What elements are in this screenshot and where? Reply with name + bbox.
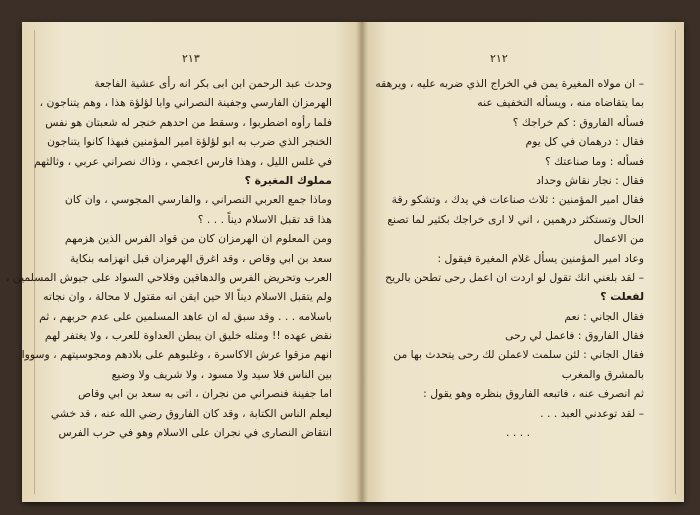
left-page xyxy=(5,22,362,502)
text-line: الحال وتستكثر درهمين ، اني لا ارى خراجك بكثير لما تصنع xyxy=(387,212,644,226)
text-line: بما يتقاضاه منه ، ويسأله التخفيف عنه xyxy=(477,96,644,110)
text-line: الخنجر الذي ضرب به ابو لؤلؤة امير المؤمنين فبهذا كانوا يتناجون xyxy=(47,135,332,149)
open-book xyxy=(5,22,684,502)
text-line: – لقد بلغني انك تقول لو اردت ان اعمل رحى تطحن بالريح xyxy=(385,270,644,284)
text-line: سعد بن ابي وقاص ، وقد اغرق الهرمزان قبل انهزامه بنكاية xyxy=(69,251,332,265)
right-page xyxy=(362,22,684,502)
text-line: بين الناس فلا سيد ولا مسود ، ولا شريف ولا وضيع xyxy=(111,367,332,381)
right-page-number: ٢١٢ xyxy=(490,52,508,65)
text-line: وحدث عبد الرحمن ابن ابى بكر انه رأى عشية الفاجعة xyxy=(94,77,332,90)
page-edge-line xyxy=(675,30,676,494)
text-line: انهم مزقوا عرش الاكاسرة ، وغلبوهم على بلادهم ومجوسيتهم ، وسووا xyxy=(21,348,332,362)
text-line: – ان مولاه المغيرة يمن في الخراج الذي ضربه عليه ، ويرهقه xyxy=(375,77,644,90)
text-line: لفعلت ؟ xyxy=(600,290,644,304)
text-line: ليعلم الناس الكتابة ، وقد كان الفاروق رضي الله عنه ، قد خشي xyxy=(50,406,332,420)
text-line: الهرمزان الفارسي وجفينة النصراني وابا لؤلؤة هذا ، وهم يتناجون ، xyxy=(39,96,332,110)
text-line: فسأله الفاروق : كم خراجك ؟ xyxy=(512,115,644,129)
text-line: من الاعمال xyxy=(593,232,644,246)
left-page-text xyxy=(5,74,332,442)
text-line: فقال الجاني : نعم xyxy=(564,309,644,323)
page-edge-line xyxy=(34,30,35,494)
text-line: هذا قد تقبل الاسلام ديناً . . . ؟ xyxy=(197,212,332,226)
text-line: ولم يتقبل الاسلام ديناً الا حين ايقن انه مقتول لا محالة ، وان نجاته xyxy=(43,290,332,304)
left-page-number: ٢١٣ xyxy=(182,52,200,65)
text-line: فلما رأوه اضطربوا ، وسقط من احدهم خنجر له شعبتان هو نفس xyxy=(45,115,332,129)
text-line: وماذا جمع العربي النصراني ، والفارسي المجوسي ، وان كان xyxy=(64,193,332,207)
text-line: فقال امير المؤمنين : ثلاث صناعات في يدك ، وتشكو رقة xyxy=(391,193,644,207)
text-line: فقال : درهمان في كل يوم xyxy=(525,135,644,149)
text-line: في غلس الليل ، وهذا فارس اعجمي ، وذاك نصراني عربي ، وثالثهم xyxy=(33,154,332,168)
text-line: فقال الجاني : لئن سلمت لاعملن لك رحى يتحدث بها من xyxy=(393,348,644,362)
text-line: باسلامه . . . وقد سبق له ان عاهد المسلمين على عدم حربهم ، ثم xyxy=(39,309,332,323)
book-gutter xyxy=(356,22,368,502)
text-line: انتقاض النصارى في نجران على الاسلام وهو في حرب الفرس xyxy=(58,426,332,440)
text-line: وعاد امير المؤمنين يسأل غلام المغيرة فيقول : xyxy=(437,251,644,265)
text-line: . . . . xyxy=(505,426,531,440)
text-line: العرب وتحريض الفرس والدهاقين وفلاحي السواد على جيوش المسلمين ، xyxy=(5,270,332,284)
text-line: ومن المعلوم ان الهرمزان كان من قواد الفرس الذين هزمهم xyxy=(64,232,332,246)
text-line: – لقد توعدني العبد . . . xyxy=(540,406,644,420)
right-page-text xyxy=(375,74,644,442)
text-line: ثم انصرف عنه ، فاتبعه الفاروق بنظره وهو يقول : xyxy=(423,387,644,401)
text-line: مملوك المغيرة ؟ xyxy=(244,173,332,187)
text-line: فسأله : وما صناعتك ؟ xyxy=(544,154,644,168)
text-line: نقض عهده !! ومثله خليق ان يبطن العداوة للعرب ، ولا يغتفر لهم xyxy=(44,329,332,343)
text-line: فقال الفاروق : فاعمل لي رحى xyxy=(505,329,644,343)
text-line: اما جفينة فنصراني من نجران ، اتى به سعد بن ابي وقاص xyxy=(77,387,332,401)
text-line: بالمشرق والمغرب xyxy=(561,367,644,381)
text-line: فقال : نجار نقاش وحداد xyxy=(536,173,644,187)
